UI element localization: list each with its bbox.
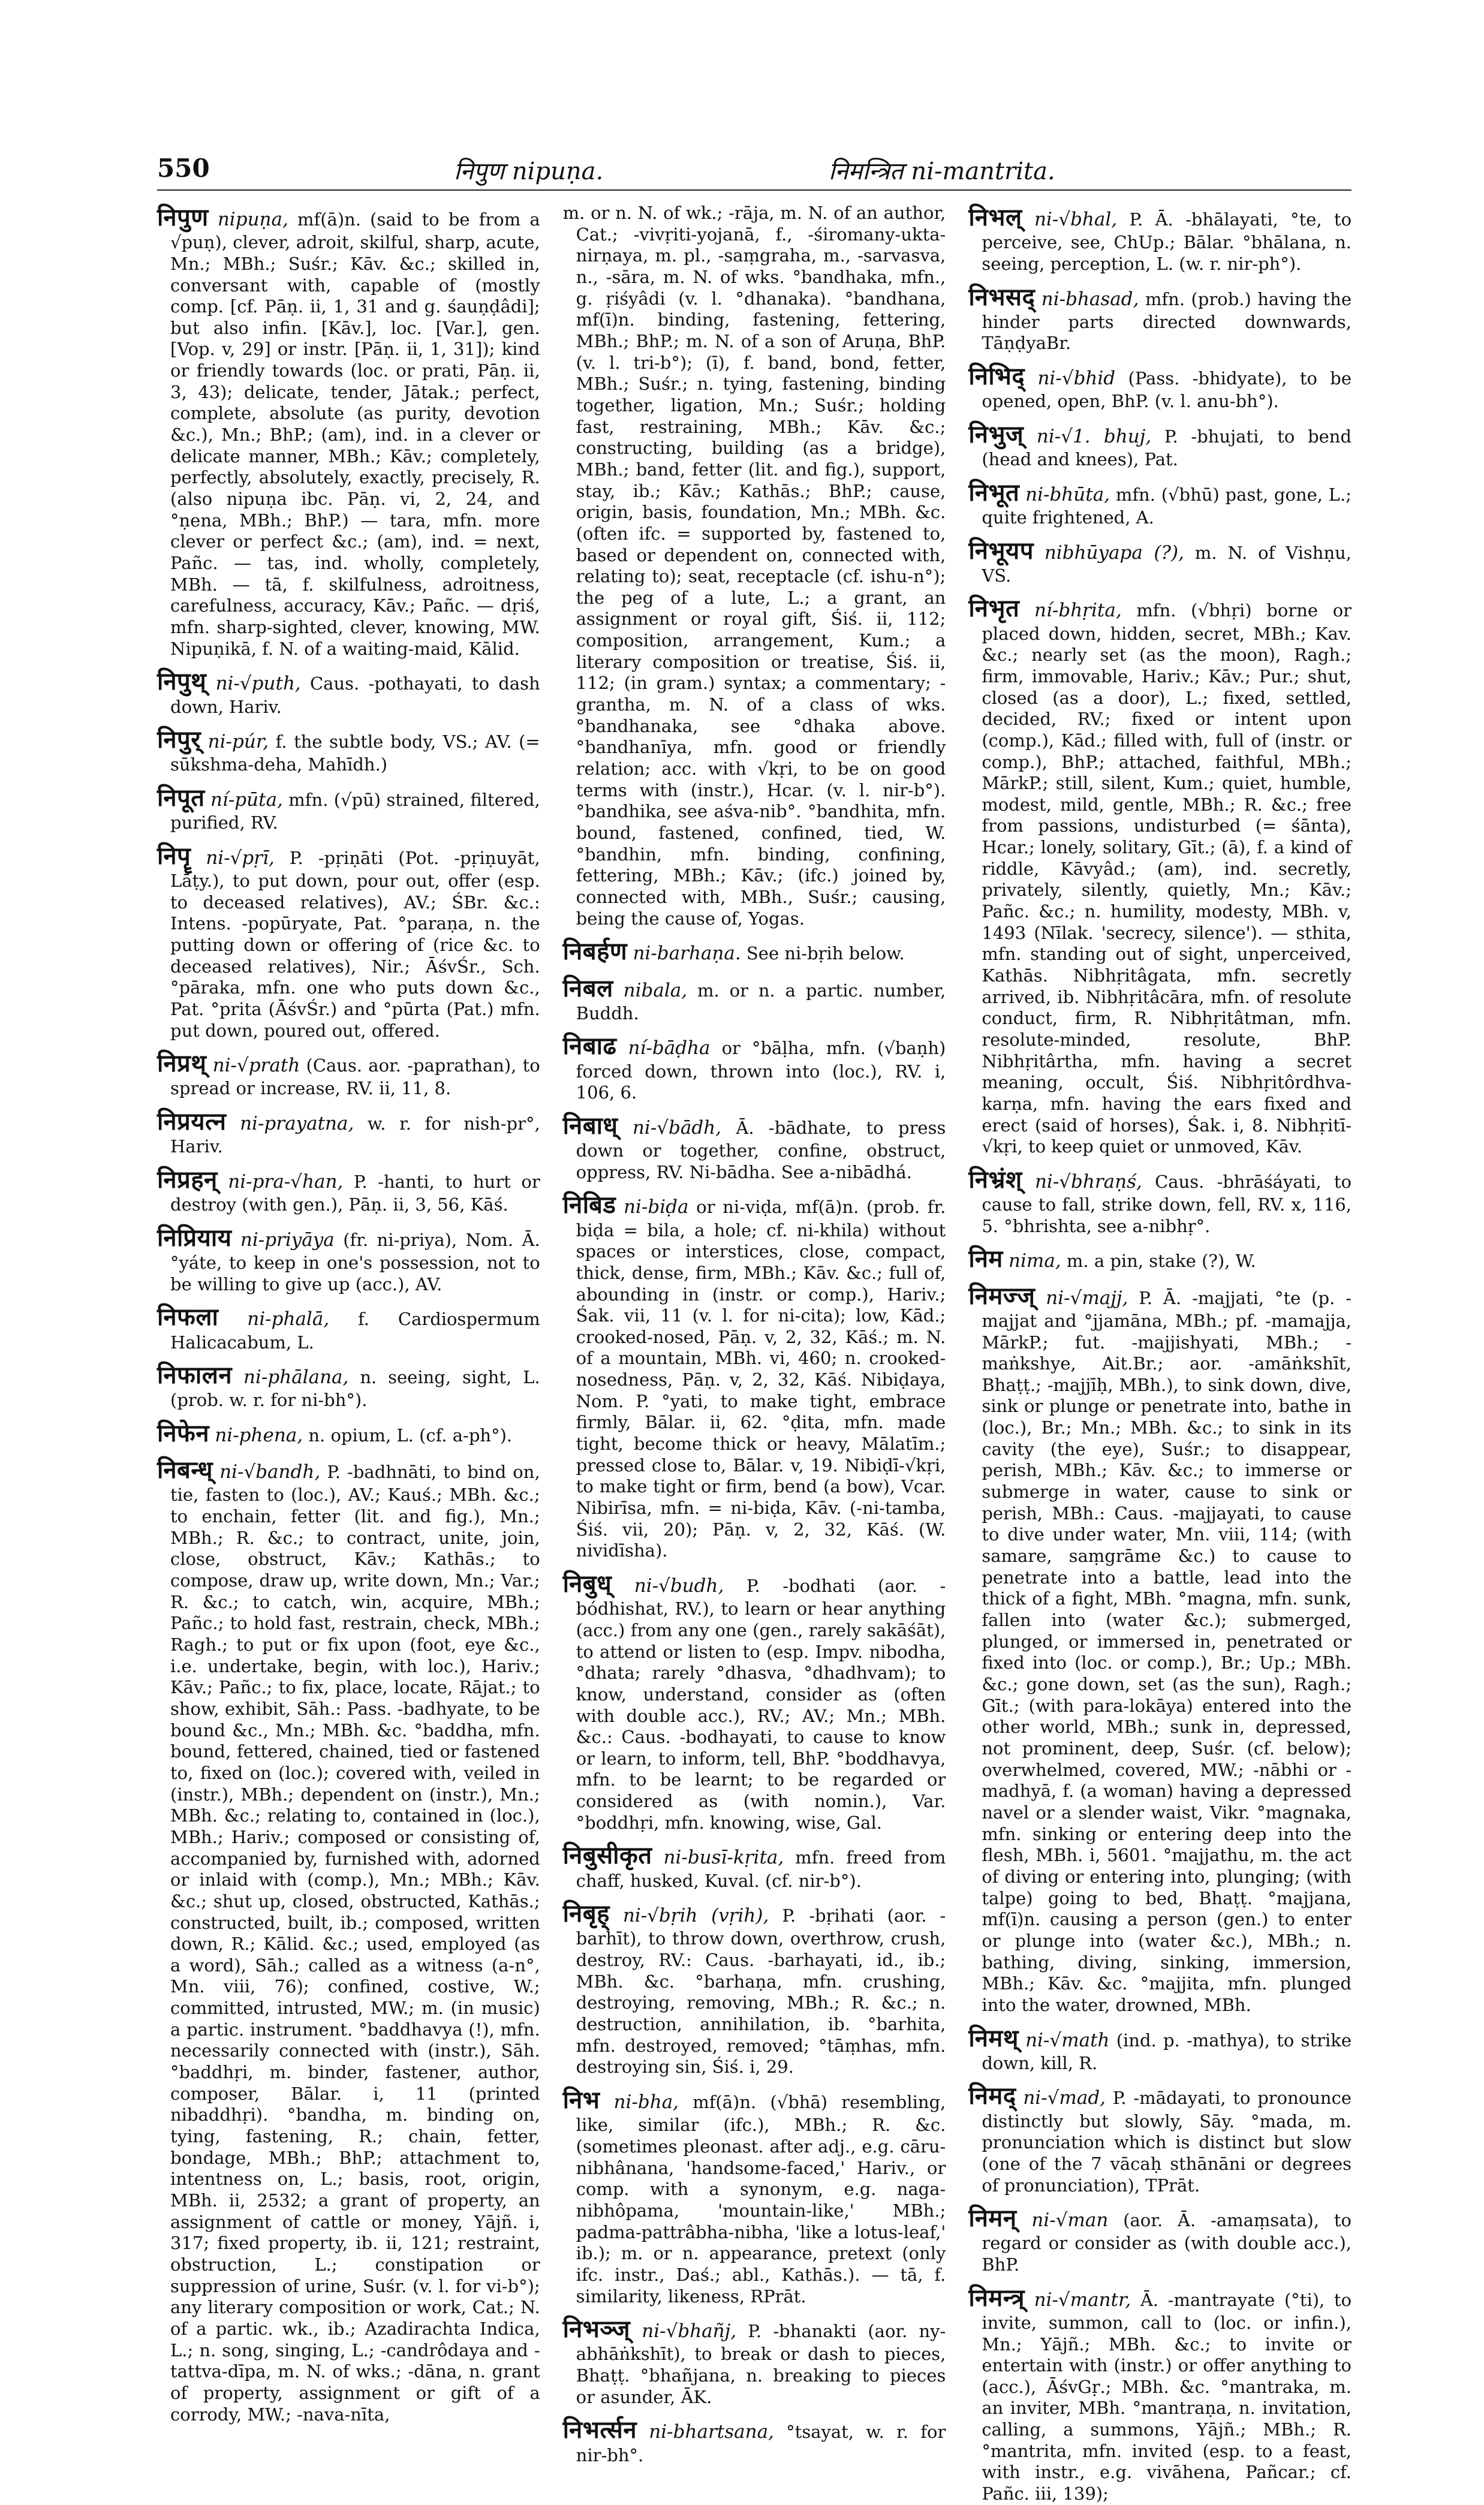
dictionary-entry: [968, 2081, 1351, 2196]
headword-transliteration: ni-bhūta,: [1025, 483, 1110, 505]
headword-transliteration: ni-phena,: [215, 1425, 303, 1446]
headword-devanagari: निबिड: [562, 1191, 616, 1220]
entry-definition: P. -bhujati, to bend (head and knees), Pat.: [982, 426, 1352, 470]
headword-transliteration: ni-√mad,: [1023, 2087, 1106, 2109]
headword-transliteration: ni-√math: [1025, 2029, 1110, 2051]
headword-transliteration: ni-bhartsana,: [649, 2421, 774, 2443]
dictionary-entry: [563, 2415, 946, 2466]
entry-definition: or °bāḷha, mfn. (√baṇh) forced down, thrown into (loc.), RV. i, 106, 6.: [576, 1038, 946, 1103]
headword-transliteration: ni-√budh,: [634, 1575, 724, 1597]
headword-transliteration: ni-barhaṇa.: [633, 943, 741, 965]
dictionary-entry: [157, 1302, 540, 1353]
headword-devanagari: निभूत: [968, 478, 1020, 507]
headword-devanagari: निमन्त्र्: [968, 2283, 1025, 2312]
headword-transliteration: nibala,: [623, 979, 688, 1001]
entry-definition: (Pass. -bhidyate), to be opened, open, BhP. (v. l. anu-bh°).: [982, 368, 1352, 412]
headword-devanagari: निभञ्ज्: [562, 2315, 631, 2344]
dictionary-entry: [563, 1841, 946, 1892]
entry-definition: P. -bodhati (aor. -bódhishat, RV.), to learn or hear anything (acc.) from any one (gen., rarely sakāśāt), to attend or listen to (esp. Impv. nibodha, °dhata; rarely °dhasva, °dhadhvam); to know, understand, consider as (often with double acc.), RV.; AV.; Mn.; MBh. &c.: Caus. -bodhayati, to cause to know or learn, to inform, tell, BhP. °boddhavya, mfn. to be learnt; to be regarded or considered as (with nomin.), Var. °boddhṛi, mfn. knowing, wise, Gal.: [576, 1576, 946, 1833]
entry-definition: P. -pṛiṇāti (Pot. -pṛiṇuyāt, Lāṭy.), to put down, pour out, offer (esp. to deceased relatives), AV.; ŚBr. &c.: Intens. -popūryate, Pat. °paraṇa, n. the putting down or offering of (rice &c. to deceased relatives), Nir.; ĀśvŚr., Sch. °pāraka, mfn. one who puts down &c., Pat. °prita (ĀśvŚr.) and °pūrta (Pat.) mfn. put down, poured out, offered.: [170, 847, 540, 1041]
headword-transliteration: ni-√bādh,: [632, 1116, 722, 1139]
headword-devanagari: निफालन: [157, 1361, 233, 1390]
headword-devanagari: निबर्हण: [562, 937, 628, 966]
entry-definition: mfn. (prob.) having the hinder parts directed downwards, TāṇḍyaBr.: [982, 288, 1352, 354]
headword-devanagari: निबाढ: [562, 1032, 617, 1061]
entry-definition: mfn. (√pū) strained, filtered, purified, RV.: [170, 790, 540, 833]
entry-definition: mfn. freed from chaff, husked, Kuval. (cf. nir-b°).: [576, 1847, 946, 1891]
headword-transliteration: ni-biḍa: [624, 1196, 689, 1218]
headword-devanagari: निप्रियाय: [157, 1223, 232, 1252]
headword-transliteration: ní-pūta,: [210, 789, 283, 811]
column-3: [968, 203, 1352, 2504]
dictionary-entry: [563, 1190, 946, 1562]
entry-definition: P. Ā. -bhālayati, °te, to perceive, see, ChUp.; Bālar. °bhālana, n. seeing, perception, L. (w. r. nir-ph°).: [982, 209, 1352, 274]
headword-devanagari: निपॄ: [157, 841, 191, 870]
headword-devanagari: निबाध्: [562, 1111, 618, 1140]
dictionary-entry: [968, 1165, 1351, 1238]
entry-definition: n. opium, L. (cf. a-ph°).: [308, 1425, 513, 1446]
dictionary-entry: [157, 1223, 540, 1296]
dictionary-entry: [157, 1455, 540, 2425]
headword-transliteration: nipuṇa,: [217, 209, 288, 230]
headword-transliteration: ni-√1. bhuj,: [1036, 425, 1152, 447]
headword-transliteration: ní-bhṛita,: [1034, 600, 1122, 622]
headword-transliteration: ní-bāḍha: [628, 1037, 711, 1059]
dictionary-entry: [968, 362, 1351, 413]
dictionary-entry: [968, 1281, 1351, 2016]
headword-devanagari: निमद्: [968, 2082, 1016, 2110]
dictionary-entry: [968, 282, 1351, 355]
headword-transliteration: ni-phalā,: [247, 1308, 330, 1330]
headword-devanagari: निभृत: [968, 594, 1020, 623]
entry-definition: °tsayat, w. r. for nir-bh°.: [576, 2422, 946, 2465]
entry-definition: (fr. ni-priya), Nom. Ā. °yáte, to keep in one's possession, not to be willing to give up (acc.), AV.: [170, 1229, 540, 1294]
headword-devanagari: निपुथ्: [157, 667, 207, 696]
headword-transliteration: ni-√bhraṇś,: [1034, 1170, 1142, 1193]
headword-transliteration: ni-√bhal,: [1034, 209, 1118, 230]
headword-transliteration: ni-√bṛih (vṛih),: [622, 1905, 769, 1927]
entry-definition: f. the subtle body, VS.; AV. (= sūkshma-deha, Mahīdh.): [170, 731, 540, 775]
dictionary-entry: [563, 1031, 946, 1104]
entry-definition: P. -bṛihati (aor. -barhīt), to throw down, overthrow, crush, destroy, RV.: Caus. -barhayati, id., ib.; MBh. &c. °barhaṇa, mfn. crushing, destroying, removing, MBh.; R. &c.; n. destruction, annihilation, ib. °barhita, mfn. destroyed, removed; °tāṃhas, mfn. destroying sin, Śiś. i, 29.: [576, 1905, 946, 2078]
headword-transliteration: ni-púr,: [207, 731, 269, 753]
headword-transliteration: ni-prayatna,: [240, 1113, 354, 1135]
headword-devanagari: निफेन: [157, 1419, 210, 1447]
dictionary-entry: [563, 1569, 946, 1833]
headword-devanagari: निबल: [562, 974, 613, 1002]
dictionary-entry: [157, 783, 540, 834]
page-number: 550: [157, 153, 210, 183]
dictionary-entry: [563, 203, 946, 929]
entry-definition: mf(ā)n. (said to be from a √puṇ), clever, adroit, skilful, sharp, acute, Mn.; MBh.; Suśr.; Kāv. &c.; skilled in, conversant with, capable of (mostly comp. [cf. Pāṇ. ii, 1, 31 and g. śauṇḍâdi]; but also infin. [Kāv.], loc. [Var.], gen. [Vop. v, 29] or instr. [Pāṇ. ii, 1, 31]); kind or friendly towards (loc. or prati, Pāṇ. ii, 3, 43); delicate, tender, Jātak.; perfect, complete, absolute (as purity, devotion &c.), Mn.; BhP.; (am), ind. in a clever or delicate manner, MBh.; Kāv.; completely, perfectly, absolutely, exactly, precisely, R. (also nipuṇa ibc. Pāṇ. vi, 2, 24, and °ṇena, MBh.; BhP.) — tara, mfn. more clever or perfect &c.; (am), ind. = next, Pañc. — tas, ind. wholly, completely, MBh. — tā, f. skilfulness, adroitness, carefulness, accuracy, Kāv.; Pañc. — dṛiś, mfn. sharp-sighted, clever, knowing, MW. Nipuṇikā, f. N. of a waiting-maid, Kālid.: [170, 209, 540, 659]
page-header: [157, 150, 1351, 192]
headword-devanagari: निभूयप: [968, 536, 1034, 565]
entry-definition: mfn. (√bhṛi) borne or placed down, hidden, secret, MBh.; Kav. &c.; nearly set (as the moon), Ragh.; firm, immovable, Hariv.; Kāv.; Pur.; shut, closed (as a door), L.; fixed, settled, decided, RV.; fixed or intent upon (comp.), Kād.; filled with, full of (instr. or comp.), BhP.; attached, faithful, MBh.; MārkP.; still, silent, Kum.; quiet, humble, modest, mild, gentle, MBh.; R. &c.; free from passions, undisturbed (= śānta), Hcar.; lonely, solitary, Gīt.; (ā), f. a kind of riddle, Kāvyâd.; (am), ind. secretly, privately, silently, quietly, Mn.; Kāv.; Pañc. &c.; n. humility, modesty, MBh. v, 1493 (Nīlak. 'secrecy, silence'). — sthita, mfn. standing out of sight, unperceived, Kathās. Nibhṛitâgata, mfn. secretly arrived, ib. Nibhṛitâcāra, mfn. of resolute conduct, firm, R. Nibhṛitâtman, mfn. resolute-minded, resolute, BhP. Nibhṛitârtha, mfn. having a secret meaning, occult, Śiś. Nibhṛitôrdhva-karṇa, mfn. having the ears fixed and erect (said of horses), Śak. i, 8. Nibhṛitī-√kṛi, to keep quiet or unmoved, Kāv.: [982, 600, 1352, 1157]
entry-definition: P. Ā. -majjati, °te (p. -majjat and °jjamāna, MBh.; pf. -mamajja, MārkP.; fut. -majjishyati, MBh.; -maṅkshye, Ait.Br.; aor. -amāṅkshīt, Bhaṭṭ.; -majjīḥ, MBh.), to sink down, dive, sink or plunge or penetrate into, bathe in (loc.), Br.; Mn.; MBh. &c.; to sink in its cavity (the eye), Suśr.; to disappear, perish, MBh.; Kāv. &c.; to immerse or submerge in water, cause to sink or perish, MBh.: Caus. -majjayati, to cause to dive under water, Mn. viii, 114; (with samare, saṃgrāme &c.) to cause to penetrate into a battle, lead into the thick of a fight, MBh. °magna, mfn. sunk, fallen into (water &c.); submerged, plunged, or immersed in, penetrated or fixed into (loc. or comp.), Br.; Up.; MBh. &c.; gone down, set (as the sun), Ragh.; Gīt.; (with para-lokāya) entered into the other world, MBh.; sunk in, depressed, not prominent, deep, Suśr. (cf. below); overwhelmed, covered, MW.; -nābhi or -madhyā, f. (a woman) having a depressed navel or a slender waist, Vikr. °magnaka, mfn. sinking or entering deep into the flesh, MBh. i, 5601. °majjathu, m. the act of diving or entering into, plunging; (with talpe) going to bed, Bhaṭṭ. °majjana, mf(ī)n. causing a person (gen.) to enter or plunge into (water &c.), MBh.; n. bathing, diving, sinking, immersion, MBh.; Kāv. &c. °majjita, mfn. plunged into the water, drowned, MBh.: [982, 1287, 1352, 2015]
dictionary-entry: [157, 667, 540, 718]
headword-devanagari: निप्रहन्: [157, 1165, 218, 1194]
headword-transliteration: nima,: [1009, 1250, 1061, 1272]
running-head-left: निपुण nipuṇa.: [454, 158, 604, 185]
headword-devanagari: निभिद्: [968, 362, 1025, 390]
headword-devanagari: निप्रथ्: [157, 1049, 207, 1078]
entry-definition: or ni-viḍa, mf(ā)n. (prob. fr. biḍa = bila, a hole; cf. ni-khila) without spaces or interstices, close, compact, thick, dense, firm, MBh.; Kāv. &c.; full of, abounding in (instr. or comp.), Hariv.; Śak. vii, 11 (v. l. for ni-cita); low, Kād.; crooked-nosed, Pāṇ. v, 2, 32, Kāś.; m. N. of a mountain, MBh. vi, 460; n. crooked-nosedness, Pāṇ. v, 2, 32, Kāś. Nibiḍaya, Nom. P. °yati, to make tight, embrace firmly, Bālar. ii, 62. °ḍita, mfn. made tight, become thick or heavy, Mālatīm.; pressed close to, Bālar. v, 19. Nibiḍī-√kṛi, to make tight or firm, bend (a bow), Vcar. Nibirīsa, mfn. = ni-biḍa, Kāv. (-ni-tamba, Śiś. vii, 20); Pāṇ. v, 2, 32, Kāś. (W. nividīsha).: [576, 1197, 946, 1561]
headword-devanagari: निभसद्: [968, 282, 1036, 311]
headword-devanagari: निमन्: [968, 2204, 1017, 2233]
dictionary-entry: [968, 478, 1351, 529]
entry-definition: P. -badhnāti, to bind on, tie, fasten to (loc.), AV.; Kauś.; MBh. &c.; to enchain, fetter (lit. and fig.), Mn.; MBh.; R. &c.; to contract, unite, join, close, obstruct, Kāv.; Kathās.; to compose, draw up, write down, Mn.; Var.; R. &c.; to catch, win, acquire, MBh.; Pañc.; to hold fast, restrain, check, MBh.; Ragh.; to put or fix upon (foot, eye &c., i.e. undertake, begin, with loc.), Hariv.; Kāv.; Pañc.; to fix, place, locate, Rājat.; to show, exhibit, Sāh.: Pass. -badhyate, to be bound &c., Mn.; MBh. &c. °baddha, mfn. bound, fettered, chained, tied or fastened to, fixed on (loc.); covered with, veiled in (instr.), MBh.; dependent on (instr.), Mn.; MBh. &c.; relating to, contained in (loc.), MBh.; Hariv.; composed or consisting of, accompanied by, furnished with, adorned or inlaid with (comp.), Mn.; MBh.; Kāv. &c.; shut up, closed, obstructed, Kathās.; constructed, built, ib.; composed, written down, R.; Kālid. &c.; used, employed (as a word), Sāh.; called as a witness (a-n°, Mn. viii, 76); confined, costive, W.; committed, intrusted, MW.; m. (in music) a partic. instrument. °baddhavya (!), mfn. necessarily connected with (instr.), Sāh. °baddhṛi, m. binder, fastener, author, composer, Bālar. i, 11 (printed nibaddhṛi). °bandha, m. binding on, tying, fastening, R.; chain, fetter, bondage, MBh.; BhP.; attachment to, intentness on, L.; basis, root, origin, MBh. ii, 2532; a grant of property, an assignment of cattle or money, Yājñ. i, 317; fixed property, ib. ii, 121; restraint, obstruction, L.; constipation or suppression of urine, Suśr. (v. l. for vi-b°); any literary composition or work, Cat.; N. of a partic. wk., ib.; Azadirachta Indica, L.; n. song, singing, L.; -candrôdaya and -tattva-dīpa, m. N. of wks.; -dāna, n. grant of property, assignment or gift of a corrody, MW.; -nava-nīta,: [170, 1462, 540, 2425]
dictionary-entry: [968, 420, 1351, 471]
headword-devanagari: निपुर्: [157, 725, 201, 754]
headword-transliteration: ni-√mantr,: [1034, 2289, 1131, 2311]
dictionary-entry: [968, 594, 1351, 1158]
dictionary-entry: [968, 2283, 1351, 2505]
headword-transliteration: ni-priyāya: [240, 1229, 335, 1251]
headword-transliteration: ni-phālana,: [243, 1366, 349, 1389]
dictionary-entry: [157, 725, 540, 776]
headword-transliteration: ni-√bhañj,: [642, 2320, 737, 2343]
entry-definition: P. -hanti, to hurt or destroy (with gen.), Pāṇ. ii, 3, 56, Kāś.: [170, 1171, 540, 1215]
entry-definition: m. N. of Vishṇu, VS.: [982, 542, 1352, 586]
entry-definition: See ni-bṛih below.: [746, 943, 905, 964]
headword-transliteration: ni-pra-√han,: [228, 1170, 344, 1193]
header-rule: [157, 189, 1351, 191]
running-head-right: निमन्त्रित ni-mantrita.: [829, 158, 1055, 185]
entry-definition: m. or n. N. of wk.; -rāja, m. N. of an author, Cat.; -vivṛiti-yojanā, f., -śiromany-ukta-nirṇaya, m. pl., -saṃgraha, m., -sarvasva, n., -sāra, m. N. of wks. °bandhaka, mfn., g. ṛiśyâdi (v. l. °dhanaka). °bandhana, mf(ī)n. binding, fastening, fettering, MBh.; BhP.; m. N. of a son of Aruṇa, BhP. (v. l. tri-b°); (ī), f. band, bond, fetter, MBh.; Suśr.; n. tying, fastening, binding together, ligation, Mn.; Suśr.; holding fast, restraining, MBh.; Kāv. &c.; constructing, building (as a bridge), MBh.; band, fetter (lit. and fig.), support, stay, ib.; Kāv.; Kathās.; BhP.; cause, origin, basis, foundation, Mn.; MBh. &c. (often ifc. = supported by, fastened to, based or dependent on, connected with, relating to); seat, receptacle (cf. ishu-n°); the peg of a lute, L.; a grant, an assignment or royal gift, Śiś. ii, 112; composition, arrangement, Kum.; a literary composition or treatise, Śiś. ii, 112; (in gram.) syntax; a commentary; -grantha, m. N. of a class of wks. °bandhanaka, see °dhaka above. °bandhanīya, mfn. good or friendly relation; acc. with √kṛi, to be on good terms with (instr.), Hcar. (v. l. nir-b°). °bandhika, see aśva-nib°. °bandhita, mfn. bound, fastened, confined, tied, W. °bandhin, mfn. binding, confining, fettering, MBh.; Kāv.; (ifc.) joined by, connected with, MBh., Suśr.; causing, being the cause of, Yogas.: [562, 203, 946, 929]
entry-definition: P. -mādayati, to pronounce distinctly but slowly, Sāy. °mada, m. pronunciation which is distinct but slow (one of the 7 vācaḥ sthānāni or degrees of pronunciation), TPrāt.: [982, 2088, 1352, 2196]
headword-devanagari: निपूत: [157, 784, 205, 812]
headword-devanagari: निपुण: [157, 203, 209, 231]
headword-transliteration: ni-√bhid: [1037, 368, 1116, 389]
entry-definition: Caus. -bhrāśáyati, to cause to fall, strike down, fell, RV. x, 116, 5. °bhrishta, see a-nibhṛ°.: [982, 1171, 1352, 1236]
entry-definition: Caus. -pothayati, to dash down, Hariv.: [170, 673, 540, 717]
headword-devanagari: निबन्ध्: [157, 1456, 213, 1485]
headword-devanagari: निबृह्: [562, 1899, 610, 1928]
entry-definition: mfn. (√bhū) past, gone, L.; quite frightened, A.: [982, 484, 1352, 528]
entry-definition: Ā. -mantrayate (°ti), to invite, summon, call to (loc. or infin.), Mn.; Yājñ.; MBh. &c.; to invite or entertain with (instr.) or offer anything to (acc.), ĀśvGṛ.; MBh. &c. °mantraka, m. an inviter, MBh. °mantraṇa, n. invitation, calling, a summons, Yājñ.; MBh.; R. °mantrita, mfn. invited (esp. to a feast, with instr., e.g. vivāhena, Pañcar.; cf. Pañc. iii, 139);: [982, 2289, 1352, 2504]
headword-transliteration: ni-√bandh,: [219, 1461, 321, 1483]
entry-definition: (ind. p. -mathya), to strike down, kill, R.: [982, 2030, 1352, 2073]
column-1: [157, 203, 540, 2425]
headword-transliteration: ni-√puth,: [215, 673, 301, 695]
dictionary-entry: [563, 2085, 946, 2307]
entry-definition: (aor. Ā. -amaṃsata), to regard or consider as (with double acc.), BhP.: [982, 2210, 1352, 2275]
headword-devanagari: निमज्ज्: [968, 1281, 1036, 1310]
headword-transliteration: ni-busī-kṛita,: [663, 1847, 784, 1869]
headword-devanagari: निभल्: [968, 203, 1022, 231]
dictionary-entry: [563, 2314, 946, 2408]
entry-definition: mf(ā)n. (√bhā) resembling, like, similar (ifc.), MBh.; R. &c. (sometimes pleonast. after adj., e.g. cāru-nibhânana, 'handsome-faced,' Hariv., or comp. with a synonym, e.g. naga-nibhôpama, 'mountain-like,' MBh.; padma-pattrâbha-nibha, 'like a lotus-leaf,' ib.); m. or n. appearance, pretext (only ifc. instr., Daś.; abl., Kathās.). — tā, f. similarity, likeness, RPrāt.: [576, 2092, 946, 2307]
dictionary-entry: [968, 203, 1351, 275]
dictionary-entry: [157, 1165, 540, 1216]
dictionary-entry: [157, 203, 540, 660]
dictionary-entry: [563, 974, 946, 1025]
dictionary-entry: [563, 1899, 946, 2078]
headword-devanagari: निम: [968, 1245, 1003, 1273]
headword-transliteration: ni-√prath: [212, 1055, 300, 1077]
headword-transliteration: ni-√pṛī,: [206, 847, 275, 869]
headword-devanagari: निभ: [562, 2086, 600, 2115]
dictionary-entry: [968, 536, 1351, 587]
entry-definition: f. Cardiospermum Halicacabum, L.: [170, 1309, 540, 1353]
headword-transliteration: ni-bhasad,: [1041, 288, 1139, 310]
column-2: [562, 203, 946, 2465]
dictionary-entry: [968, 2203, 1351, 2276]
dictionary-entry: [157, 1049, 540, 1100]
headword-transliteration: ni-√majj,: [1046, 1287, 1128, 1309]
dictionary-entry: [563, 937, 946, 966]
entry-definition: m. a pin, stake (?), W.: [1066, 1251, 1256, 1272]
dictionary-entry: [157, 1107, 540, 1158]
entry-definition: m. or n. a partic. number, Buddh.: [576, 980, 946, 1023]
entry-definition: n. seeing, sight, L. (prob. w. r. for ni-bh°).: [170, 1367, 540, 1411]
dictionary-columns: [157, 203, 1352, 2504]
headword-devanagari: निफला: [157, 1303, 219, 1332]
headword-devanagari: निप्रयत्न: [157, 1107, 227, 1136]
dictionary-entry: [563, 1111, 946, 1184]
dictionary-entry: [157, 1419, 540, 1448]
headword-devanagari: निभर्त्सन: [562, 2416, 637, 2444]
headword-devanagari: निभुज्: [968, 420, 1024, 448]
headword-devanagari: निबुध्: [562, 1570, 612, 1598]
headword-transliteration: ni-√man: [1031, 2209, 1109, 2232]
dictionary-entry: [968, 2024, 1351, 2075]
entry-definition: P. -bhanakti (aor. ny-abhāṅkshīt), to break or dash to pieces, Bhaṭṭ. °bhañjana, n. breaking to pieces or asunder, ĀK.: [576, 2321, 946, 2407]
entry-definition: w. r. for nish-pr°, Hariv.: [170, 1113, 540, 1157]
headword-transliteration: nibhūyapa (?),: [1044, 541, 1184, 564]
entry-definition: (Caus. aor. -paprathan), to spread or increase, RV. ii, 11, 8.: [170, 1055, 540, 1099]
entry-definition: Ā. -bādhate, to press down or together, confine, obstruct, oppress, RV. Ni-bādha. See a-nibādhá.: [576, 1117, 946, 1182]
headword-transliteration: ni-bha,: [613, 2091, 679, 2113]
dictionary-entry: [968, 1244, 1351, 1273]
headword-devanagari: निभ्रंश्: [968, 1165, 1022, 1194]
headword-devanagari: निबुसीकृत: [562, 1841, 652, 1870]
dictionary-entry: [157, 841, 540, 1041]
dictionary-entry: [157, 1360, 540, 1411]
headword-devanagari: निमथ्: [968, 2024, 1019, 2052]
